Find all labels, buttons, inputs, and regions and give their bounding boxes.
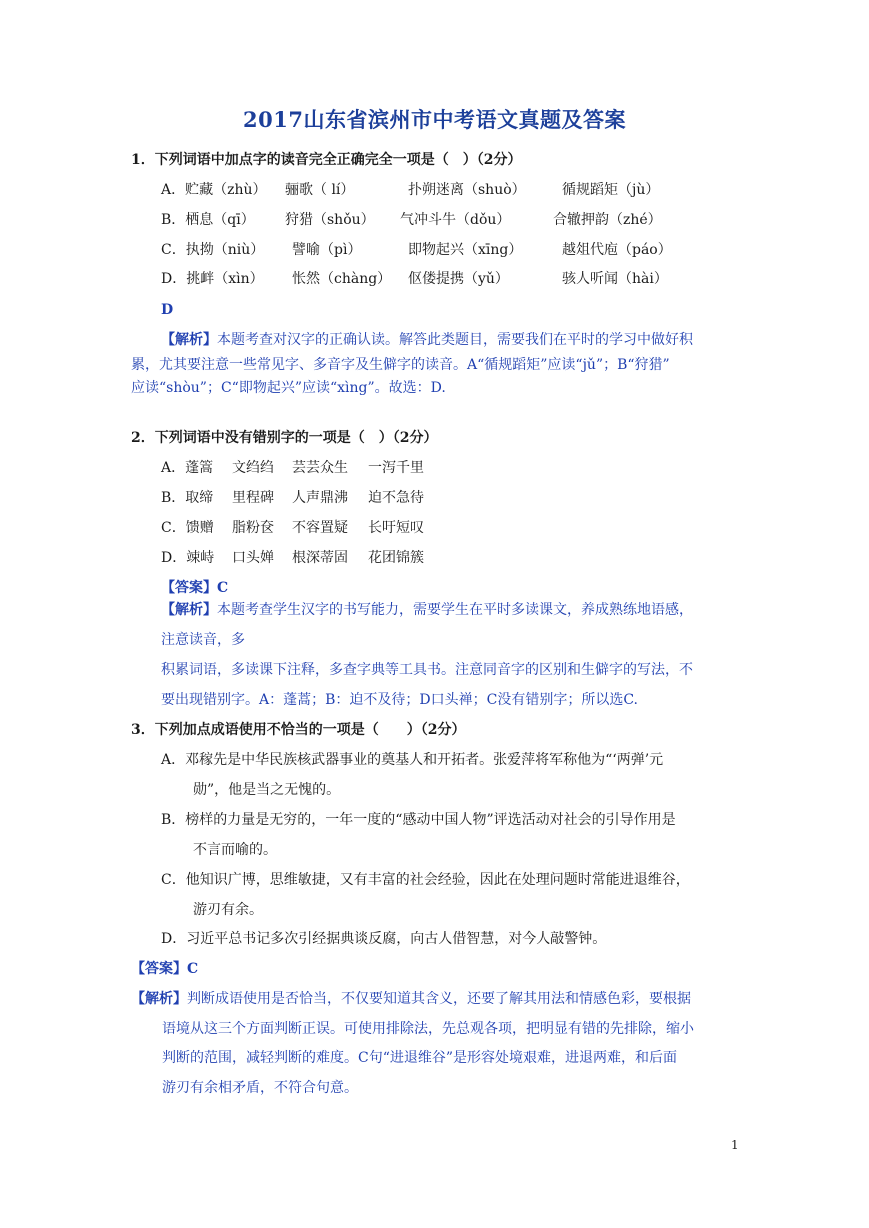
q3-option-b-line-1: B．榜样的力量是无穷的，一年一度的“感动中国人物”评选活动对社会的引导作用是 (161, 812, 676, 828)
q2-answer: C (217, 580, 229, 596)
q1-option-c-4: 越俎代庖（páo） (562, 242, 672, 258)
q2-answer-line (161, 578, 228, 598)
q1-option-a-1: A．贮藏（zhù） (161, 182, 267, 198)
q2-analysis-line-1 (161, 600, 693, 620)
q1-answer: D (161, 302, 174, 318)
q2-option-d-2: 口头婵 (232, 550, 274, 566)
q3-option-c-line-2: 游刃有余。 (193, 902, 263, 918)
q1-option-c-2: 譬喻（pì） (292, 242, 362, 258)
q2-option-a-2: 文绉绉 (232, 460, 274, 476)
q2-question: 2．下列词语中没有错别字的一项是（ ）（2分） (131, 430, 438, 446)
q1-option-a-2: 骊歌（ lí） (285, 182, 355, 198)
q1-analysis-text: 本题考查对汉字的正确认读。解答此类题目，需要我们在平时的学习中做好积 (217, 332, 693, 348)
q3-answer-tag: 【答案】 (131, 961, 187, 977)
q2-option-a-1: A．蓬篙 (161, 460, 214, 476)
q1-option-c-3: 即物起兴（xīng） (408, 242, 523, 258)
q2-option-d-4: 花团锦簇 (368, 550, 424, 566)
q1-option-c-1: C．执拗（niù） (161, 242, 265, 258)
q2-analysis-text: 本题考查学生汉字的书写能力，需要学生在平时多读课文，养成熟练地语感， (217, 602, 693, 618)
q2-option-d-1: D．竦峙 (161, 550, 215, 566)
q3-question: 3．下列加点成语使用不恰当的一项是（ ）（2分） (131, 722, 466, 738)
q1-option-b-1: B．栖息（qī） (161, 212, 255, 228)
q1-option-b-2: 狩猎（shǒu） (285, 212, 375, 228)
q3-analysis-text: 判断成语使用是否恰当，不仅要知道其含义，还要了解其用法和情感色彩，要根据 (187, 991, 691, 1007)
q3-analysis-line-2: 语境从这三个方面判断正误。可使用排除法，先总观各项，把明显有错的先排除，缩小 (162, 1021, 694, 1037)
q2-analysis-line-4: 要出现错别字。A：蓬蒿；B：迫不及待；D口头禅；C没有错别字；所以选C. (161, 692, 638, 708)
page-title: 2017山东省滨州市中考语文真题及答案 (243, 107, 626, 132)
q1-option-b-3: 气冲斗牛（dǒu） (400, 212, 511, 228)
q1-analysis-line-2: 累，尤其要注意一些常见字、多音字及生僻字的读音。A“循规蹈矩”应读“jǔ”；B“狩猎” (131, 357, 670, 373)
q1-question: 1．下列词语中加点字的读音完全正确完全一项是（ ）（2分） (131, 152, 522, 168)
q2-option-b-3: 人声鼎沸 (292, 490, 348, 506)
q2-option-c-4: 长吁短叹 (368, 520, 424, 536)
q1-option-b-4: 合辙押韵（zhé） (553, 212, 662, 228)
q1-option-a-4: 循规蹈矩（jù） (562, 182, 660, 198)
q2-analysis-line-3: 积累词语，多读课下注释，多查字典等工具书。注意同音字的区别和生僻字的写法，不 (161, 662, 693, 678)
page-number: 1 (731, 1138, 739, 1152)
q2-option-b-4: 迫不急待 (368, 490, 424, 506)
q1-option-d-1: D．挑衅（xìn） (161, 271, 264, 287)
q3-analysis-line-4: 游刃有余相矛盾，不符合句意。 (162, 1080, 358, 1096)
q2-analysis-line-2: 注意读音，多 (161, 632, 245, 648)
q2-option-a-3: 芸芸众生 (292, 460, 348, 476)
q1-option-a-3: 扑朔迷离（shuò） (408, 182, 526, 198)
q2-option-c-2: 脂粉奁 (232, 520, 274, 536)
q1-analysis-tag: 【解析】 (161, 332, 217, 348)
q3-option-a-line-1: A．邓稼先是中华民族核武器事业的奠基人和开拓者。张爱萍将军称他为“‘两弹’元 (161, 752, 664, 768)
q1-option-d-4: 骇人听闻（hài） (562, 271, 668, 287)
q3-option-b-line-2: 不言而喻的。 (193, 842, 277, 858)
q1-option-d-2: 怅然（chàng） (292, 271, 392, 287)
q2-option-b-2: 里程碑 (232, 490, 274, 506)
q2-option-b-1: B．取缔 (161, 490, 214, 506)
q3-analysis-line-3: 判断的范围，减轻判断的难度。C句“进退维谷”是形容处境艰难，进退两难，和后面 (162, 1050, 678, 1066)
q2-option-a-4: 一泻千里 (368, 460, 424, 476)
q2-option-d-3: 根深蒂固 (292, 550, 348, 566)
q3-option-d-line-1: D．习近平总书记多次引经据典谈反腐，向古人借智慧，对今人敲警钟。 (161, 931, 607, 947)
q3-analysis-tag: 【解析】 (131, 991, 187, 1007)
q1-analysis-line-3: 应读“shòu”；C“即物起兴”应读“xìng”。故选：D. (131, 380, 446, 396)
q2-option-c-1: C．馈赠 (161, 520, 214, 536)
q2-option-c-3: 不容置疑 (292, 520, 348, 536)
q1-option-d-3: 伛偻提携（yǔ） (408, 271, 509, 287)
q3-option-a-line-2: 勋”，他是当之无愧的。 (193, 782, 341, 798)
q3-answer-line (131, 959, 198, 979)
q3-option-c-line-1: C．他知识广博，思维敏捷，又有丰富的社会经验，因此在处理问题时常能进退维谷， (161, 872, 690, 888)
q3-analysis-line-1 (131, 989, 691, 1009)
q1-analysis-line-1 (161, 330, 693, 350)
q2-answer-tag: 【答案】 (161, 580, 217, 596)
q2-analysis-tag: 【解析】 (161, 602, 217, 618)
q3-answer: C (187, 961, 199, 977)
